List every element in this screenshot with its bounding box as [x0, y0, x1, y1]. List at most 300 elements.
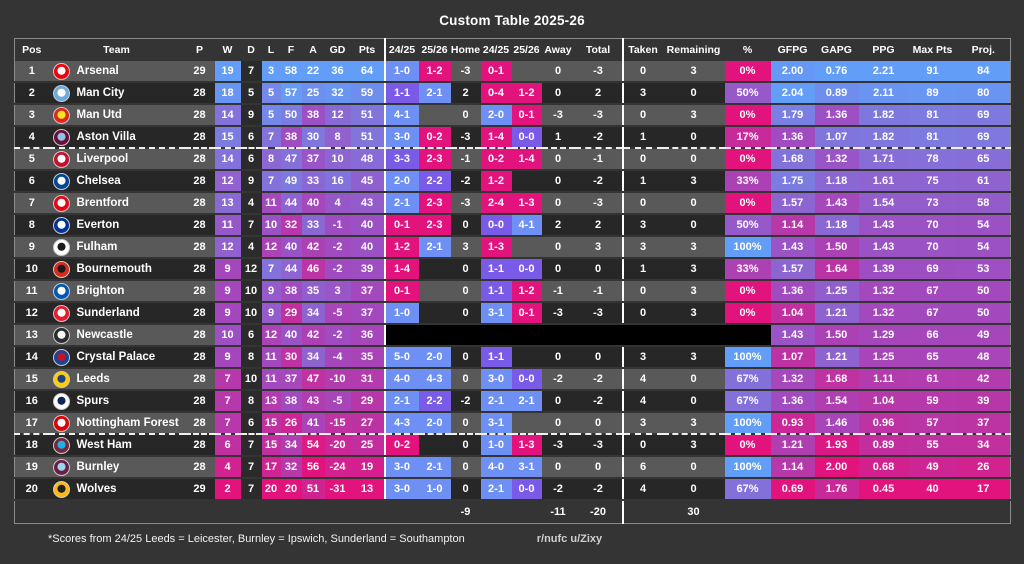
cell-h2526: 2-1 [419, 456, 451, 478]
cell-gfpg: 1.36 [771, 390, 815, 412]
cell-gd: -2 [325, 236, 351, 258]
cell-remaining: 0 [663, 390, 725, 412]
summary-total: -20 [590, 506, 606, 518]
cell-pos: 12 [15, 302, 49, 324]
cell-home: 0 [451, 478, 481, 500]
cell-pct: 0% [725, 192, 771, 214]
cell-gapg: 1.18 [815, 214, 859, 236]
cell-d: 4 [241, 192, 262, 214]
cell-gfpg: 1.75 [771, 170, 815, 192]
cell-pos: 6 [15, 170, 49, 192]
cell-d: 6 [241, 148, 262, 170]
cell-away: -3 [542, 434, 575, 456]
cell-home: 2 [451, 82, 481, 104]
cell-a2526 [512, 412, 542, 434]
cell-pts: 64 [351, 61, 385, 82]
cell-pct: 100% [725, 236, 771, 258]
cell-h2526: 1-2 [419, 61, 451, 82]
cell-p: 28 [185, 104, 215, 126]
cell-a: 41 [302, 412, 325, 434]
cell-w: 7 [215, 412, 241, 434]
cell-a: 46 [302, 258, 325, 280]
cell-h2425: 3-0 [385, 478, 419, 500]
cell-taken: 0 [623, 280, 663, 302]
cell-a: 38 [302, 104, 325, 126]
cell-a2526: 0-0 [512, 126, 542, 148]
col-header-proj: Proj. [971, 44, 995, 56]
team-name: Burnley [76, 461, 120, 473]
cell-gd: -20 [325, 434, 351, 456]
cell-w: 7 [215, 368, 241, 390]
cell-ppg: 1.61 [859, 170, 909, 192]
cell-proj: 54 [957, 214, 1011, 236]
cell-pos: 5 [15, 148, 49, 170]
cell-f: 57 [281, 82, 302, 104]
cell-pts: 43 [351, 192, 385, 214]
cell-ppg: 2.21 [859, 61, 909, 82]
cell-l: 20 [262, 478, 281, 500]
cell-pts: 19 [351, 456, 385, 478]
cell-home: -3 [451, 61, 481, 82]
cell-f: 40 [281, 324, 302, 346]
table-row [15, 258, 1011, 280]
cell-remaining: 3 [663, 104, 725, 126]
cell-p: 28 [185, 324, 215, 346]
cell-pts: 40 [351, 236, 385, 258]
cell-f: 50 [281, 104, 302, 126]
cell-ppg: 0.45 [859, 478, 909, 500]
club-badge-icon [53, 371, 70, 388]
col-header-l: L [267, 44, 275, 56]
col-header-pct: % [742, 44, 753, 56]
cell-l: 10 [262, 214, 281, 236]
cell-team [49, 192, 185, 214]
cell-remaining: 3 [663, 412, 725, 434]
cell-proj: 65 [957, 148, 1011, 170]
cell-proj: 80 [957, 82, 1011, 104]
cell-gapg: 1.68 [815, 368, 859, 390]
cell-d: 6 [241, 324, 262, 346]
cell-l: 5 [262, 104, 281, 126]
cell-remaining: 0 [663, 192, 725, 214]
cell-h2526: 2-3 [419, 148, 451, 170]
cell-h2425: 4-1 [385, 104, 419, 126]
cell-pts: 45 [351, 170, 385, 192]
club-badge-icon [53, 481, 70, 498]
cell-away: -2 [542, 368, 575, 390]
credit: r/nufc u/Zixy [536, 533, 603, 545]
cell-l: 7 [262, 258, 281, 280]
table-row [15, 302, 1011, 324]
cell-gfpg: 1.14 [771, 214, 815, 236]
cell-ppg: 1.71 [859, 148, 909, 170]
cell-team [49, 82, 185, 104]
cell-remaining: 0 [663, 456, 725, 478]
cell-p: 28 [185, 170, 215, 192]
cell-remaining: 3 [663, 61, 725, 82]
cell-w: 14 [215, 104, 241, 126]
cell-pct: 50% [725, 214, 771, 236]
cell-pos: 20 [15, 478, 49, 500]
cell-pct: 0% [725, 104, 771, 126]
cell-pct [725, 324, 771, 346]
cell-h2425: 5-0 [385, 346, 419, 368]
summary-taken [623, 500, 663, 524]
summary-maxpts [909, 500, 957, 524]
cell-a2425: 2-1 [481, 478, 512, 500]
cell-gfpg: 1.36 [771, 280, 815, 302]
cell-away: 0 [542, 456, 575, 478]
cell-a2526 [512, 346, 542, 368]
cell-h2526: 2-1 [419, 82, 451, 104]
cell-l: 9 [262, 302, 281, 324]
cell-d: 10 [241, 368, 262, 390]
table-summary-row [15, 500, 1011, 524]
team-name: Chelsea [76, 175, 121, 187]
cell-pts: 25 [351, 434, 385, 456]
cell-d: 4 [241, 236, 262, 258]
cell-pct: 0% [725, 302, 771, 324]
cell-taken: 4 [623, 478, 663, 500]
cell-a: 47 [302, 368, 325, 390]
cell-gfpg: 1.43 [771, 324, 815, 346]
cell-f: 47 [281, 148, 302, 170]
cell-a2425: 2-4 [481, 192, 512, 214]
cell-w: 19 [215, 61, 241, 82]
cell-away: 2 [542, 214, 575, 236]
cell-taken: 0 [623, 104, 663, 126]
team-name: Leeds [76, 373, 110, 385]
cell-gfpg: 2.00 [771, 61, 815, 82]
cell-w: 15 [215, 126, 241, 148]
table-row [15, 148, 1011, 170]
cell-away: 0 [542, 390, 575, 412]
cell-ppg: 1.11 [859, 368, 909, 390]
cell-pos: 10 [15, 258, 49, 280]
cell-gd: -5 [325, 390, 351, 412]
cell-team [49, 170, 185, 192]
cell-d: 6 [241, 126, 262, 148]
cell-pct: 0% [725, 148, 771, 170]
cell-a2526: 2-1 [512, 390, 542, 412]
team-name: West Ham [76, 439, 132, 451]
col-header-a: A [309, 44, 317, 56]
cell-f: 20 [281, 478, 302, 500]
table-row [15, 280, 1011, 302]
cell-d: 7 [241, 434, 262, 456]
cell-ppg: 1.43 [859, 214, 909, 236]
cell-p: 28 [185, 82, 215, 104]
cell-gfpg: 1.04 [771, 302, 815, 324]
footer [48, 533, 1024, 545]
cell-remaining: 3 [663, 258, 725, 280]
cell-p: 28 [185, 192, 215, 214]
cell-pct: 17% [725, 126, 771, 148]
cell-a2425: 1-1 [481, 258, 512, 280]
cell-h2526 [419, 324, 451, 346]
cell-ppg: 1.43 [859, 236, 909, 258]
cell-gapg: 2.00 [815, 456, 859, 478]
cell-away: 0 [542, 412, 575, 434]
cell-w: 12 [215, 236, 241, 258]
cell-l: 17 [262, 456, 281, 478]
cell-a2526: 0-0 [512, 258, 542, 280]
cell-a2425: 1-2 [481, 170, 512, 192]
summary-h2425 [385, 500, 419, 524]
cell-a2425: 4-0 [481, 456, 512, 478]
cell-home: 0 [451, 258, 481, 280]
cell-a2425: 1-1 [481, 280, 512, 302]
cell-home: 0 [451, 368, 481, 390]
cell-pts: 36 [351, 324, 385, 346]
cell-taken: 0 [623, 192, 663, 214]
cell-maxpts: 73 [909, 192, 957, 214]
cell-f: 58 [281, 61, 302, 82]
cell-p: 28 [185, 236, 215, 258]
cell-gfpg: 1.14 [771, 456, 815, 478]
cell-gapg: 1.43 [815, 192, 859, 214]
cell-h2425: 2-0 [385, 170, 419, 192]
cell-total: -2 [575, 126, 623, 148]
cell-taken: 0 [623, 61, 663, 82]
cell-h2425: 3-3 [385, 148, 419, 170]
cell-home: -3 [451, 126, 481, 148]
cell-gd: -24 [325, 456, 351, 478]
club-badge-icon [53, 173, 70, 190]
cell-gd: -31 [325, 478, 351, 500]
cell-total: 2 [575, 82, 623, 104]
cell-team [49, 324, 185, 346]
cell-team [49, 346, 185, 368]
cell-f: 34 [281, 434, 302, 456]
cell-team [49, 434, 185, 456]
club-badge-icon [53, 63, 70, 80]
cell-home: -2 [451, 390, 481, 412]
cell-h2425: 4-3 [385, 412, 419, 434]
cell-maxpts: 66 [909, 324, 957, 346]
cell-gapg: 1.25 [815, 280, 859, 302]
cell-d: 10 [241, 280, 262, 302]
cell-pts: 51 [351, 104, 385, 126]
cell-h2526: 4-3 [419, 368, 451, 390]
summary-gd [325, 500, 351, 524]
cell-taken [623, 324, 663, 346]
cell-h2526: 2-3 [419, 192, 451, 214]
cell-remaining: 0 [663, 82, 725, 104]
table-row [15, 126, 1011, 148]
cell-gapg: 1.50 [815, 236, 859, 258]
cell-a2425: 0-4 [481, 82, 512, 104]
cell-p: 28 [185, 148, 215, 170]
cell-ppg: 1.32 [859, 302, 909, 324]
cell-maxpts: 70 [909, 214, 957, 236]
team-name: Arsenal [76, 65, 119, 77]
cell-maxpts: 40 [909, 478, 957, 500]
summary-pts [351, 500, 385, 524]
page-title: Custom Table 2025-26 [439, 13, 585, 28]
cell-proj: 50 [957, 280, 1011, 302]
cell-remaining: 0 [663, 148, 725, 170]
cell-gfpg: 0.93 [771, 412, 815, 434]
cell-pts: 37 [351, 302, 385, 324]
cell-a2526 [512, 324, 542, 346]
cell-h2425: 3-0 [385, 456, 419, 478]
cell-gapg: 0.76 [815, 61, 859, 82]
cell-away [542, 324, 575, 346]
cell-home: 0 [451, 280, 481, 302]
cell-pts: 40 [351, 214, 385, 236]
summary-a2425 [481, 500, 512, 524]
cell-proj: 48 [957, 346, 1011, 368]
cell-pct: 100% [725, 456, 771, 478]
cell-pts: 31 [351, 368, 385, 390]
cell-a2425: 0-2 [481, 148, 512, 170]
cell-l: 11 [262, 346, 281, 368]
cell-pos: 8 [15, 214, 49, 236]
cell-maxpts: 69 [909, 258, 957, 280]
cell-w: 2 [215, 478, 241, 500]
cell-pct: 50% [725, 82, 771, 104]
cell-home: 0 [451, 346, 481, 368]
cell-f: 30 [281, 346, 302, 368]
cell-gd: 8 [325, 126, 351, 148]
cell-gd: 4 [325, 192, 351, 214]
cell-a: 54 [302, 434, 325, 456]
cell-w: 9 [215, 280, 241, 302]
cell-h2425: 1-4 [385, 258, 419, 280]
cell-pos: 17 [15, 412, 49, 434]
club-badge-icon [53, 327, 70, 344]
cell-gd: 3 [325, 280, 351, 302]
cell-total: -3 [575, 302, 623, 324]
cell-home: 3 [451, 236, 481, 258]
cell-h2425: 1-0 [385, 61, 419, 82]
cell-remaining: 3 [663, 170, 725, 192]
col-header-pts: Pts [358, 44, 376, 56]
cell-h2425: 0-1 [385, 214, 419, 236]
cell-home: -3 [451, 192, 481, 214]
cell-ppg: 1.82 [859, 104, 909, 126]
cell-gapg: 1.36 [815, 104, 859, 126]
cell-gfpg: 1.07 [771, 346, 815, 368]
club-badge-icon [53, 107, 70, 124]
cell-proj: 53 [957, 258, 1011, 280]
col-header-h2425: 24/25 [385, 39, 419, 62]
cell-a2526: 0-0 [512, 478, 542, 500]
cell-taken: 6 [623, 456, 663, 478]
cell-remaining: 0 [663, 126, 725, 148]
club-badge-icon [53, 283, 70, 300]
cell-a2526: 1-2 [512, 82, 542, 104]
cell-a: 42 [302, 236, 325, 258]
cell-remaining [663, 324, 725, 346]
club-badge-icon [53, 261, 70, 278]
cell-gapg: 1.18 [815, 170, 859, 192]
cell-h2425: 3-0 [385, 126, 419, 148]
cell-f: 44 [281, 258, 302, 280]
cell-gfpg: 1.21 [771, 434, 815, 456]
summary-team [49, 500, 185, 524]
cell-l: 15 [262, 412, 281, 434]
cell-pos: 3 [15, 104, 49, 126]
cell-gd: -5 [325, 302, 351, 324]
cell-p: 28 [185, 456, 215, 478]
cell-a: 51 [302, 478, 325, 500]
table-row [15, 170, 1011, 192]
cell-p: 28 [185, 258, 215, 280]
cell-h2526: 2-2 [419, 170, 451, 192]
cell-h2425: 1-1 [385, 82, 419, 104]
cell-maxpts: 61 [909, 368, 957, 390]
table-row [15, 368, 1011, 390]
cell-away: 0 [542, 346, 575, 368]
col-header-remaining: Remaining [666, 44, 721, 56]
cell-pts: 48 [351, 148, 385, 170]
team-name: Spurs [76, 395, 110, 407]
cell-h2526 [419, 104, 451, 126]
cell-proj: 84 [957, 61, 1011, 82]
cell-p: 28 [185, 412, 215, 434]
cell-w: 9 [215, 302, 241, 324]
cell-taken: 3 [623, 346, 663, 368]
cell-gd: -1 [325, 214, 351, 236]
col-header-pos: Pos [22, 44, 42, 56]
cell-a2526: 1-2 [512, 280, 542, 302]
cell-gapg: 1.07 [815, 126, 859, 148]
cell-f: 32 [281, 456, 302, 478]
summary-remaining: 30 [687, 506, 700, 518]
cell-a2425: 2-0 [481, 104, 512, 126]
summary-home: -9 [460, 506, 471, 518]
cell-proj: 50 [957, 302, 1011, 324]
cell-team [49, 280, 185, 302]
cell-pos: 15 [15, 368, 49, 390]
cell-a2526: 1-3 [512, 192, 542, 214]
team-name: Everton [76, 219, 120, 231]
cell-ppg: 1.29 [859, 324, 909, 346]
cell-a: 34 [302, 302, 325, 324]
cell-a: 30 [302, 126, 325, 148]
cell-p: 28 [185, 346, 215, 368]
cell-home: 0 [451, 104, 481, 126]
cell-gapg: 1.32 [815, 148, 859, 170]
cell-a2526 [512, 61, 542, 82]
summary-pct [725, 500, 771, 524]
cell-p: 28 [185, 214, 215, 236]
summary-h2526 [419, 500, 451, 524]
table-row [15, 456, 1011, 478]
cell-proj: 58 [957, 192, 1011, 214]
cell-pos: 13 [15, 324, 49, 346]
cell-l: 11 [262, 192, 281, 214]
cell-pts: 35 [351, 346, 385, 368]
cell-a: 33 [302, 170, 325, 192]
cell-away: 0 [542, 61, 575, 82]
cell-f: 38 [281, 126, 302, 148]
team-name: Brighton [76, 285, 125, 297]
col-header-a2425: 24/25 [482, 44, 510, 56]
cell-total: -3 [575, 104, 623, 126]
table-header [15, 39, 1011, 62]
cell-a2425: 3-0 [481, 368, 512, 390]
cell-team [49, 302, 185, 324]
table-row [15, 214, 1011, 236]
cell-maxpts: 67 [909, 280, 957, 302]
cell-maxpts: 70 [909, 236, 957, 258]
cell-pos: 9 [15, 236, 49, 258]
cell-taken: 4 [623, 390, 663, 412]
cell-home: 0 [451, 302, 481, 324]
